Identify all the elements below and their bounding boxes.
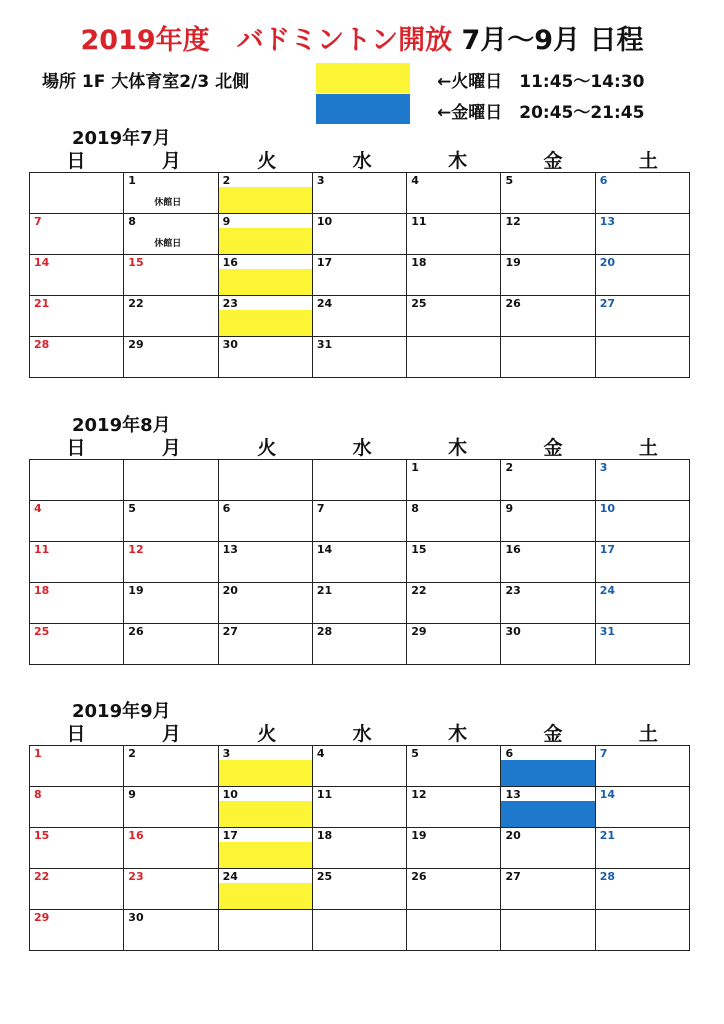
day-number: 24: [599, 584, 616, 597]
weekday-label: 土: [638, 437, 658, 459]
day-number: 11: [34, 543, 50, 556]
day-number: 13: [599, 215, 616, 228]
day-number: 23: [222, 297, 238, 310]
calendar-day: [501, 624, 595, 665]
calendar-day: [596, 296, 690, 337]
calendar-day: [30, 542, 124, 583]
calendar-week: [30, 624, 690, 665]
day-number: 14: [599, 788, 616, 801]
day-number: 11: [411, 215, 427, 228]
calendar-day: [124, 501, 218, 542]
day-number: 3: [599, 461, 608, 474]
day-number: 26: [128, 625, 144, 638]
day-number: 6: [222, 502, 231, 515]
calendar-day: [124, 296, 218, 337]
calendar-day: [501, 255, 595, 296]
calendar-day: [501, 173, 595, 214]
day-number: 28: [316, 625, 333, 638]
day-number: 4: [316, 747, 325, 760]
calendar-day: [124, 173, 218, 214]
day-number: 17: [222, 829, 238, 842]
day-number: 14: [34, 256, 50, 269]
calendar-week: [30, 910, 690, 951]
weekday-label: 日: [66, 150, 86, 172]
day-number: 10: [316, 215, 333, 228]
day-number: 5: [505, 174, 514, 187]
calendar-day: [219, 460, 313, 501]
calendar-grid: [29, 172, 690, 378]
day-number: 29: [128, 338, 144, 351]
day-number: 10: [222, 788, 238, 801]
day-number: 30: [505, 625, 521, 638]
calendar-day: [407, 910, 501, 951]
day-number: 9: [505, 502, 514, 515]
calendar-day: [124, 828, 218, 869]
day-number: 25: [316, 870, 333, 883]
calendar-day: [219, 828, 313, 869]
day-number: 9: [222, 215, 231, 228]
day-number: 22: [128, 297, 144, 310]
day-number: 11: [316, 788, 333, 801]
calendar-day: [313, 337, 407, 378]
day-number: 24: [222, 870, 238, 883]
day-number: 19: [411, 829, 427, 842]
calendar-day: [596, 828, 690, 869]
calendar-day: [30, 746, 124, 787]
day-number: 27: [222, 625, 238, 638]
calendar-day: [30, 583, 124, 624]
day-number: 5: [411, 747, 419, 760]
calendar-day: [596, 542, 690, 583]
day-number: 21: [316, 584, 333, 597]
calendar-day: [124, 746, 218, 787]
day-number: 6: [505, 747, 514, 760]
calendar-week: [30, 787, 690, 828]
calendar-day: [30, 255, 124, 296]
calendar-day: [407, 460, 501, 501]
day-number: 16: [222, 256, 238, 269]
day-number: 3: [316, 174, 325, 187]
weekday-label: 日: [66, 723, 86, 745]
day-number: 22: [34, 870, 50, 883]
calendar-day: [124, 583, 218, 624]
title-main: 2019年度 バドミントン開放: [80, 25, 453, 56]
weekday-label: 木: [448, 723, 468, 745]
day-number: 20: [599, 256, 616, 269]
weekday-label: 月: [161, 150, 181, 172]
calendar-week: [30, 583, 690, 624]
calendar-day: [219, 624, 313, 665]
calendar-day: [407, 255, 501, 296]
calendar-day: [124, 337, 218, 378]
calendar-day: [407, 337, 501, 378]
day-number: 7: [316, 502, 325, 515]
calendar-day: [219, 910, 313, 951]
weekday-label: 月: [161, 723, 181, 745]
legend-swatch-yellow: [316, 63, 410, 93]
day-number: 2: [128, 747, 136, 760]
day-number: 4: [411, 174, 419, 187]
calendar-day: [407, 501, 501, 542]
calendar-day: [501, 869, 595, 910]
calendar-day: [313, 542, 407, 583]
day-number: 27: [505, 870, 521, 883]
day-number: 21: [34, 297, 50, 310]
legend-text-tuesday: ←火曜日 11:45～14:30: [437, 72, 645, 92]
calendar-day: [596, 460, 690, 501]
calendar-day: [30, 173, 124, 214]
day-number: 25: [34, 625, 50, 638]
weekday-label: 火: [257, 437, 277, 459]
day-number: 29: [411, 625, 427, 638]
weekday-label: 金: [543, 150, 563, 172]
calendar-day: [596, 214, 690, 255]
calendar-day: [124, 869, 218, 910]
calendar-day: [596, 624, 690, 665]
tuesday-session-highlight: [219, 883, 312, 909]
calendar-day: [219, 869, 313, 910]
calendar-week: [30, 214, 690, 255]
tuesday-session-highlight: [219, 801, 312, 827]
day-number: 9: [128, 788, 136, 801]
day-number: 22: [411, 584, 427, 597]
day-number: 16: [505, 543, 521, 556]
day-number: 18: [316, 829, 333, 842]
month-title: 2019年7月: [72, 128, 171, 149]
calendar-grid: [29, 459, 690, 665]
calendar-day: [501, 746, 595, 787]
calendar-day: [313, 869, 407, 910]
calendar-day: [596, 746, 690, 787]
weekday-label: 月: [161, 437, 181, 459]
day-number: 8: [128, 215, 136, 228]
calendar-day: [596, 910, 690, 951]
friday-session-highlight: [501, 801, 594, 827]
calendar-day: [313, 460, 407, 501]
title-period: 7月～9月 日程: [461, 25, 644, 56]
calendar-day: [313, 624, 407, 665]
day-number: 17: [316, 256, 333, 269]
weekday-label: 水: [352, 150, 372, 172]
weekday-label: 火: [257, 150, 277, 172]
day-number: 2: [505, 461, 514, 474]
closed-day-note: 休館日: [154, 239, 182, 249]
day-number: 16: [128, 829, 144, 842]
day-number: 18: [34, 584, 50, 597]
calendar-day: [407, 583, 501, 624]
day-number: 14: [316, 543, 333, 556]
calendar-day: [124, 787, 218, 828]
day-number: 28: [599, 870, 616, 883]
calendar-day: [313, 501, 407, 542]
month-title: 2019年9月: [72, 701, 171, 722]
day-number: 23: [128, 870, 144, 883]
day-number: 8: [34, 788, 42, 801]
calendar-day: [407, 542, 501, 583]
calendar-day: [124, 460, 218, 501]
calendar-day: [313, 296, 407, 337]
day-number: 1: [128, 174, 136, 187]
day-number: 26: [505, 297, 521, 310]
calendar-day: [124, 624, 218, 665]
calendar-day: [30, 787, 124, 828]
page-title: [0, 18, 724, 57]
day-number: 29: [34, 911, 50, 924]
calendar-day: [596, 173, 690, 214]
calendar-week: [30, 255, 690, 296]
calendar-day: [596, 869, 690, 910]
weekday-label: 木: [448, 437, 468, 459]
day-number: 13: [505, 788, 521, 801]
legend-text-friday: ←金曜日 20:45～21:45: [437, 103, 645, 123]
calendar-day: [501, 214, 595, 255]
calendar-week: [30, 501, 690, 542]
day-number: 18: [411, 256, 427, 269]
calendar-week: [30, 828, 690, 869]
tuesday-session-highlight: [219, 269, 312, 295]
calendar-week: [30, 542, 690, 583]
calendar-day: [30, 869, 124, 910]
calendar-day: [501, 910, 595, 951]
calendar-day: [407, 214, 501, 255]
calendar-week: [30, 869, 690, 910]
calendar-day: [313, 787, 407, 828]
day-number: 2: [222, 174, 231, 187]
calendar-day: [219, 337, 313, 378]
weekday-label: 土: [638, 150, 658, 172]
calendar-day: [124, 255, 218, 296]
day-number: 25: [411, 297, 427, 310]
day-number: 31: [599, 625, 616, 638]
day-number: 19: [128, 584, 144, 597]
calendar-day: [30, 296, 124, 337]
calendar-week: [30, 746, 690, 787]
weekday-label: 金: [543, 437, 563, 459]
weekday-label: 水: [352, 723, 372, 745]
weekday-label: 金: [543, 723, 563, 745]
calendar-day: [219, 583, 313, 624]
calendar-day: [219, 787, 313, 828]
calendar-day: [501, 337, 595, 378]
day-number: 17: [599, 543, 616, 556]
calendar-day: [407, 296, 501, 337]
day-number: 3: [222, 747, 231, 760]
calendar-week: [30, 337, 690, 378]
day-number: 20: [505, 829, 521, 842]
day-number: 12: [411, 788, 427, 801]
tuesday-session-highlight: [219, 187, 312, 213]
calendar-day: [30, 337, 124, 378]
calendar-day: [313, 255, 407, 296]
calendar-day: [501, 296, 595, 337]
calendar-day: [596, 583, 690, 624]
day-number: 12: [505, 215, 521, 228]
calendar-day: [313, 910, 407, 951]
calendar-day: [407, 828, 501, 869]
calendar-day: [219, 746, 313, 787]
calendar-day: [596, 787, 690, 828]
day-number: 15: [34, 829, 50, 842]
day-number: 31: [316, 338, 333, 351]
calendar-day: [219, 214, 313, 255]
month-title: 2019年8月: [72, 415, 171, 436]
day-number: 8: [411, 502, 419, 515]
calendar-grid: [29, 745, 690, 951]
tuesday-session-highlight: [219, 842, 312, 868]
calendar-week: [30, 296, 690, 337]
calendar-day: [501, 501, 595, 542]
calendar-day: [313, 828, 407, 869]
calendar-day: [219, 542, 313, 583]
weekday-label: 土: [638, 723, 658, 745]
day-number: 19: [505, 256, 521, 269]
day-number: 7: [34, 215, 42, 228]
calendar-day: [30, 501, 124, 542]
friday-session-highlight: [501, 760, 594, 786]
weekday-header: [29, 433, 697, 459]
day-number: 12: [128, 543, 144, 556]
calendar-day: [124, 910, 218, 951]
day-number: 6: [599, 174, 608, 187]
day-number: 30: [222, 338, 238, 351]
day-number: 30: [128, 911, 144, 924]
calendar-day: [30, 214, 124, 255]
calendar-day: [501, 828, 595, 869]
tuesday-session-highlight: [219, 310, 312, 336]
calendar-week: [30, 173, 690, 214]
calendar-day: [407, 869, 501, 910]
calendar-day: [219, 296, 313, 337]
calendar-day: [501, 542, 595, 583]
calendar-day: [501, 583, 595, 624]
legend-swatch-blue: [316, 94, 410, 124]
day-number: 10: [599, 502, 616, 515]
day-number: 24: [316, 297, 333, 310]
day-number: 23: [505, 584, 521, 597]
day-number: 5: [128, 502, 136, 515]
calendar-day: [124, 214, 218, 255]
day-number: 28: [34, 338, 50, 351]
day-number: 26: [411, 870, 427, 883]
calendar-week: [30, 460, 690, 501]
day-number: 27: [599, 297, 616, 310]
calendar-day: [219, 255, 313, 296]
location-text: 場所 1F 大体育室2/3 北側: [42, 72, 250, 92]
calendar-day: [30, 910, 124, 951]
calendar-day: [30, 624, 124, 665]
calendar-day: [407, 787, 501, 828]
calendar-day: [313, 746, 407, 787]
calendar-day: [407, 624, 501, 665]
calendar-day: [313, 173, 407, 214]
weekday-header: [29, 146, 697, 172]
calendar-day: [407, 746, 501, 787]
calendar-day: [30, 460, 124, 501]
day-number: 1: [411, 461, 419, 474]
day-number: 13: [222, 543, 238, 556]
day-number: 21: [599, 829, 616, 842]
closed-day-note: 休館日: [154, 198, 182, 208]
tuesday-session-highlight: [219, 760, 312, 786]
calendar-day: [30, 828, 124, 869]
calendar-day: [596, 337, 690, 378]
calendar-day: [407, 173, 501, 214]
calendar-day: [313, 583, 407, 624]
tuesday-session-highlight: [219, 228, 312, 254]
day-number: 15: [128, 256, 144, 269]
weekday-label: 火: [257, 723, 277, 745]
calendar-day: [313, 214, 407, 255]
calendar-day: [124, 542, 218, 583]
calendar-day: [501, 787, 595, 828]
calendar-day: [596, 255, 690, 296]
calendar-day: [219, 173, 313, 214]
calendar-day: [219, 501, 313, 542]
day-number: 15: [411, 543, 427, 556]
weekday-label: 日: [66, 437, 86, 459]
calendar-day: [501, 460, 595, 501]
day-number: 1: [34, 747, 42, 760]
weekday-label: 水: [352, 437, 372, 459]
day-number: 4: [34, 502, 42, 515]
day-number: 7: [599, 747, 608, 760]
weekday-header: [29, 719, 697, 745]
day-number: 20: [222, 584, 238, 597]
weekday-label: 木: [448, 150, 468, 172]
calendar-day: [596, 501, 690, 542]
